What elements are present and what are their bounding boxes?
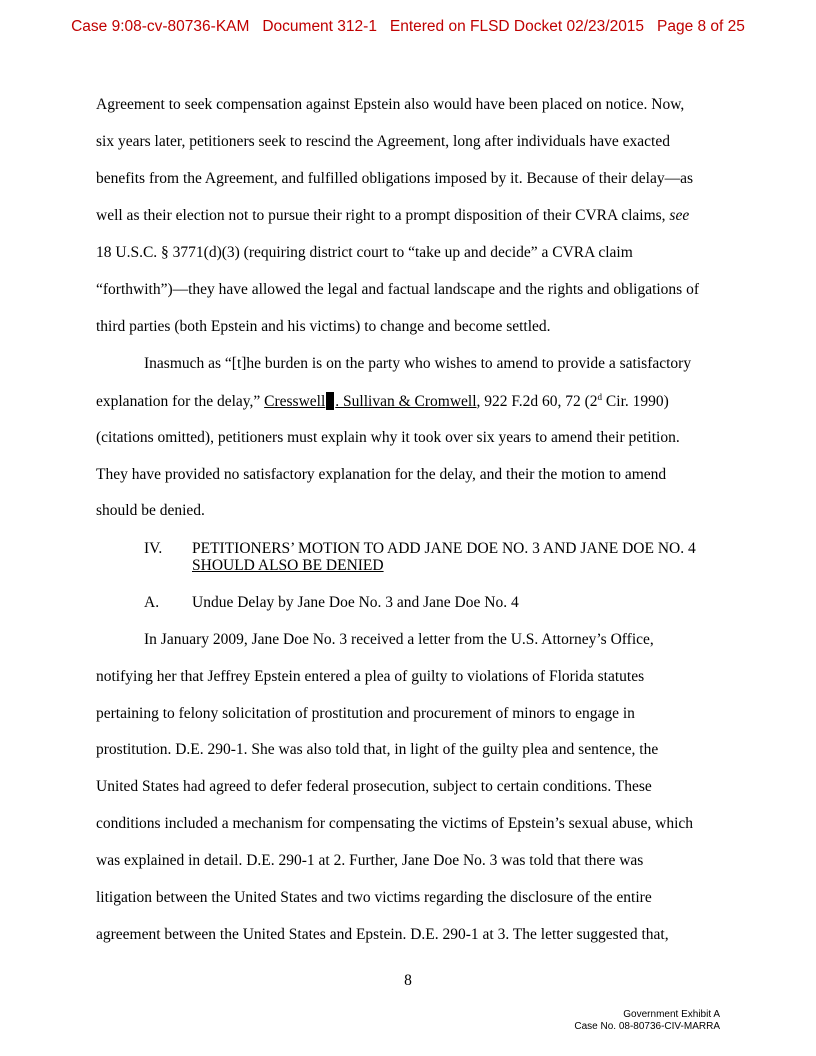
- text-line: [96, 392, 669, 411]
- heading-number: A.: [144, 594, 160, 611]
- case-name-a: Cresswell: [264, 393, 326, 410]
- text-run: , 922 F.2d 60, 72 (2: [476, 393, 598, 410]
- text-run: explanation for the delay,”: [96, 393, 265, 410]
- case-citation: [264, 393, 476, 410]
- text-line: third parties (both Epstein and his victims) to change and become settled.: [96, 318, 551, 335]
- text-run: well as their election not to pursue their right to a prompt disposition of their CVRA claims,: [96, 207, 670, 224]
- text-line: conditions included a mechanism for compensating the victims of Epstein’s sexual abuse, which: [96, 815, 694, 832]
- heading-number: IV.: [144, 540, 163, 557]
- text-line: agreement between the United States and Epstein. D.E. 290-1 at 3. The letter suggested that,: [96, 926, 669, 943]
- case-name-b: . Sullivan & Cromwell: [335, 393, 477, 410]
- text-line: prostitution. D.E. 290-1. She was also told that, in light of the guilty plea and sentence, the: [96, 741, 659, 758]
- text-line: notifying her that Jeffrey Epstein entered a plea of guilty to violations of Florida statutes: [96, 668, 645, 685]
- exhibit-case-number: Case No. 08-80736-CIV-MARRA: [574, 1021, 720, 1032]
- text-line: Inasmuch as “[t]he burden is on the party who wishes to amend to provide a satisfactory: [144, 355, 692, 372]
- text-line: should be denied.: [96, 502, 205, 519]
- page-number: 8: [404, 972, 412, 989]
- case-number: Case 9:08-cv-80736-KAM: [71, 18, 250, 35]
- entered-date: Entered on FLSD Docket 02/23/2015: [389, 18, 645, 35]
- text-line: In January 2009, Jane Doe No. 3 received a letter from the U.S. Attorney’s Office,: [144, 631, 654, 648]
- text-line: 18 U.S.C. § 3771(d)(3) (requiring district court to “take up and decide” a CVRA claim: [96, 244, 633, 261]
- text-line: benefits from the Agreement, and fulfilled obligations imposed by it. Because of their delay—as: [96, 170, 694, 187]
- heading-line: SHOULD ALSO BE DENIED: [192, 557, 384, 574]
- text-line: was explained in detail. D.E. 290-1 at 2. Further, Jane Doe No. 3 was told that there was: [96, 852, 644, 869]
- text-line: [96, 207, 689, 225]
- text-line: United States had agreed to defer federal prosecution, subject to certain conditions. These: [96, 778, 652, 795]
- text-line: Agreement to seek compensation against Epstein also would have been placed on notice. Now,: [96, 96, 685, 113]
- redaction-block: [326, 392, 334, 410]
- docket-header: [0, 18, 816, 36]
- heading-line: PETITIONERS’ MOTION TO ADD JANE DOE NO. 3 AND JANE DOE NO. 4: [192, 540, 696, 557]
- text-line: “forthwith”)—they have allowed the legal and factual landscape and the rights and obligations of: [96, 281, 700, 298]
- text-run: Cir. 1990): [602, 393, 669, 410]
- superscript: d: [597, 391, 603, 402]
- text-line: They have provided no satisfactory explanation for the delay, and their the motion to amend: [96, 466, 667, 483]
- heading-line: Undue Delay by Jane Doe No. 3 and Jane Doe No. 4: [192, 594, 519, 611]
- text-line: (citations omitted), petitioners must explain why it took over six years to amend their petition.: [96, 429, 680, 446]
- text-line: six years later, petitioners seek to rescind the Agreement, long after individuals have exacted: [96, 133, 670, 150]
- document-number: Document 312-1: [262, 18, 377, 35]
- page-count: Page 8 of 25: [656, 18, 745, 35]
- exhibit-label: Government Exhibit A: [623, 1009, 720, 1020]
- text-line: litigation between the United States and two victims regarding the disclosure of the entire: [96, 889, 652, 906]
- text-line: pertaining to felony solicitation of prostitution and procurement of minors to engage in: [96, 705, 635, 722]
- italic-signal: see: [669, 207, 690, 224]
